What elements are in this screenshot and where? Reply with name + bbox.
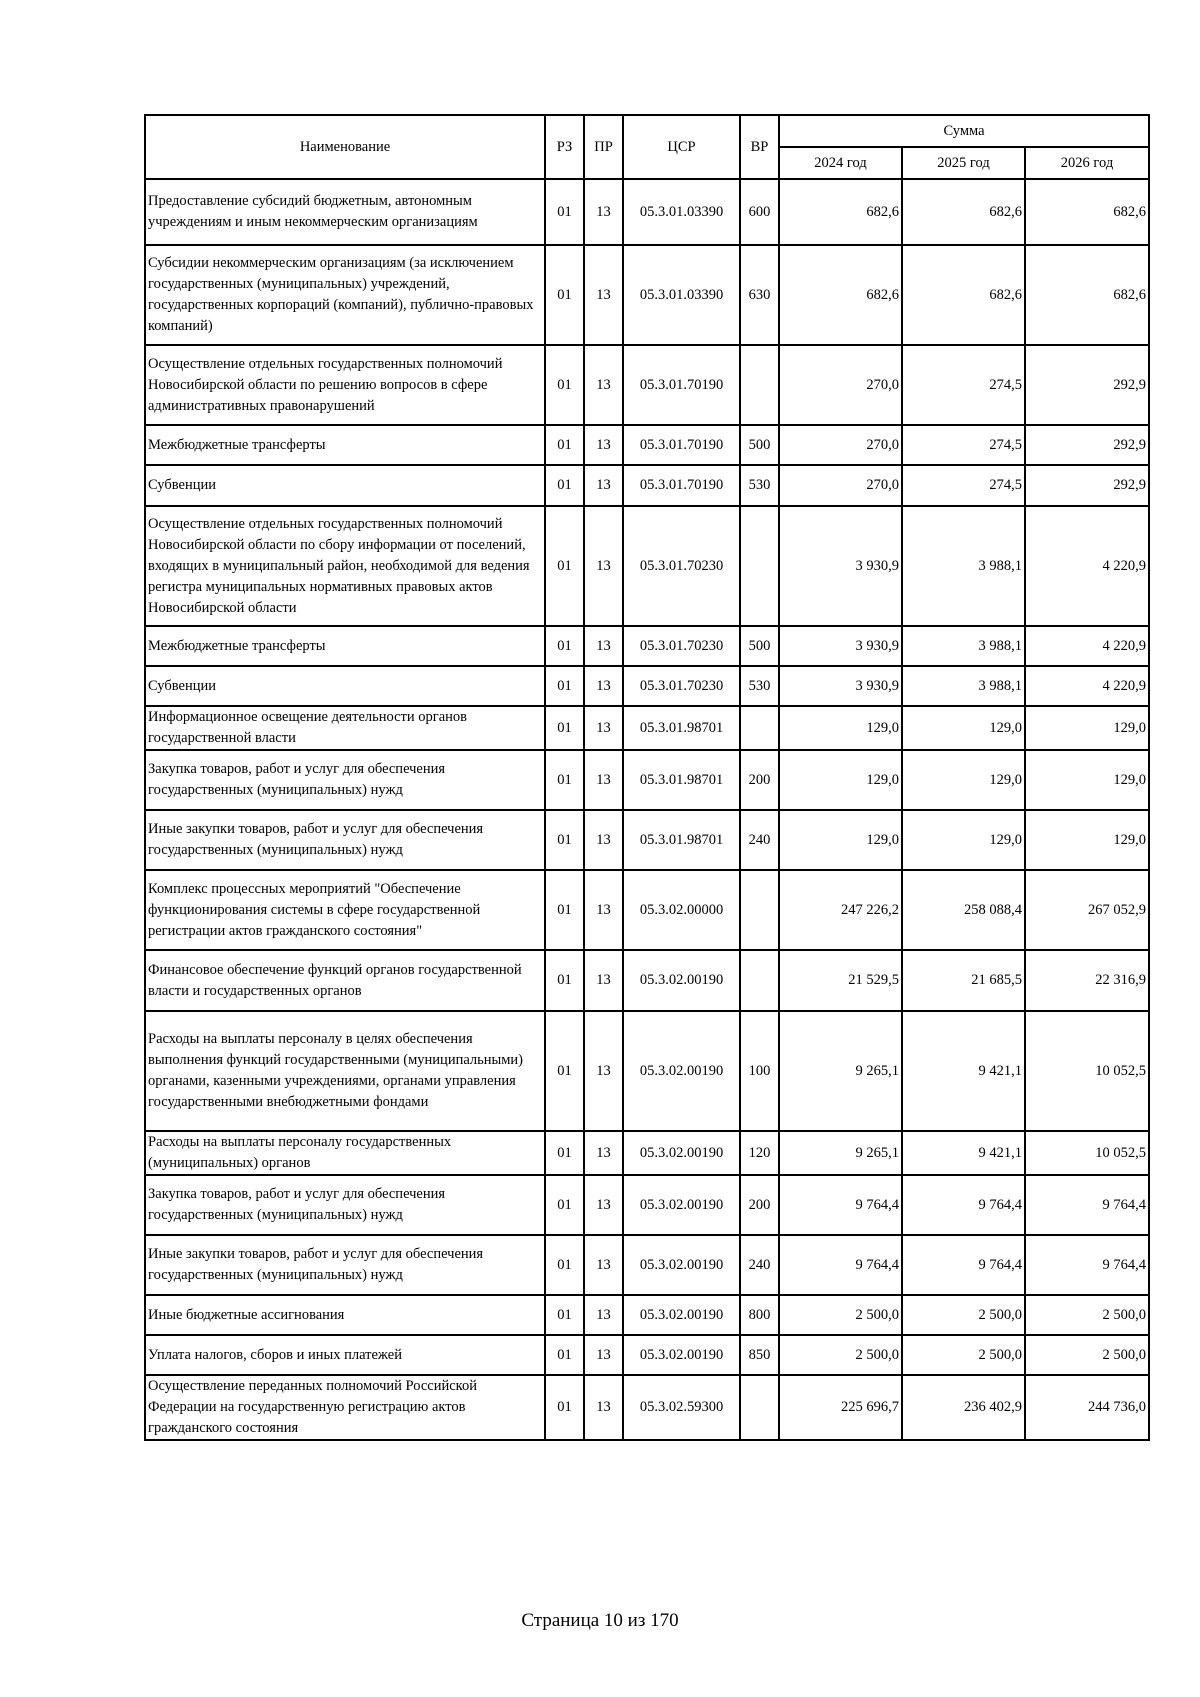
table-row [145, 245, 1149, 345]
cell-vr [740, 1375, 779, 1440]
cell-2024: 9 764,4 [779, 1235, 902, 1295]
table-row [145, 465, 1149, 506]
cell-rz: 01 [545, 1011, 584, 1131]
cell-name: Расходы на выплаты персоналу государственных (муниципальных) органов [145, 1131, 545, 1175]
cell-2025: 9 764,4 [902, 1175, 1025, 1235]
cell-vr: 500 [740, 626, 779, 666]
cell-name: Осуществление отдельных государственных полномочий Новосибирской области по решению вопросов в сфере административных правонарушений [145, 345, 545, 425]
table-row [145, 1295, 1149, 1335]
cell-pr: 13 [584, 950, 623, 1011]
cell-2024: 247 226,2 [779, 870, 902, 950]
table-row [145, 425, 1149, 465]
cell-2026: 10 052,5 [1025, 1011, 1149, 1131]
table-row [145, 666, 1149, 706]
cell-2024: 3 930,9 [779, 506, 902, 626]
cell-csr: 05.3.01.70230 [623, 626, 740, 666]
cell-2026: 9 764,4 [1025, 1235, 1149, 1295]
cell-pr: 13 [584, 706, 623, 750]
cell-2025: 274,5 [902, 465, 1025, 506]
cell-rz: 01 [545, 666, 584, 706]
cell-2024: 129,0 [779, 706, 902, 750]
cell-rz: 01 [545, 1175, 584, 1235]
cell-pr: 13 [584, 179, 623, 245]
cell-vr: 850 [740, 1335, 779, 1375]
cell-2026: 682,6 [1025, 179, 1149, 245]
table-row [145, 1235, 1149, 1295]
cell-csr: 05.3.01.98701 [623, 706, 740, 750]
header-csr: ЦСР [623, 115, 740, 179]
cell-2024: 3 930,9 [779, 666, 902, 706]
cell-2025: 682,6 [902, 179, 1025, 245]
cell-name: Финансовое обеспечение функций органов государственной власти и государственных органов [145, 950, 545, 1011]
table-row [145, 345, 1149, 425]
table-row [145, 706, 1149, 750]
cell-rz: 01 [545, 425, 584, 465]
cell-vr: 100 [740, 1011, 779, 1131]
cell-2025: 3 988,1 [902, 666, 1025, 706]
cell-csr: 05.3.02.00190 [623, 1131, 740, 1175]
cell-csr: 05.3.01.70230 [623, 506, 740, 626]
cell-pr: 13 [584, 506, 623, 626]
cell-vr: 500 [740, 425, 779, 465]
cell-rz: 01 [545, 506, 584, 626]
table-row [145, 506, 1149, 626]
page-number: Страница 10 из 170 [521, 1610, 679, 1631]
cell-vr: 800 [740, 1295, 779, 1335]
cell-2025: 236 402,9 [902, 1375, 1025, 1440]
cell-csr: 05.3.02.00190 [623, 1011, 740, 1131]
cell-pr: 13 [584, 810, 623, 870]
cell-2025: 9 764,4 [902, 1235, 1025, 1295]
table-row [145, 1131, 1149, 1175]
cell-2026: 10 052,5 [1025, 1131, 1149, 1175]
cell-rz: 01 [545, 870, 584, 950]
cell-rz: 01 [545, 245, 584, 345]
cell-2024: 225 696,7 [779, 1375, 902, 1440]
cell-vr: 630 [740, 245, 779, 345]
cell-vr: 240 [740, 1235, 779, 1295]
cell-2026: 4 220,9 [1025, 626, 1149, 666]
cell-2025: 9 421,1 [902, 1011, 1025, 1131]
cell-pr: 13 [584, 425, 623, 465]
cell-2026: 2 500,0 [1025, 1335, 1149, 1375]
cell-pr: 13 [584, 1011, 623, 1131]
cell-2026: 4 220,9 [1025, 506, 1149, 626]
cell-rz: 01 [545, 626, 584, 666]
cell-2026: 129,0 [1025, 810, 1149, 870]
cell-2025: 258 088,4 [902, 870, 1025, 950]
cell-csr: 05.3.02.00000 [623, 870, 740, 950]
cell-pr: 13 [584, 465, 623, 506]
cell-name: Закупка товаров, работ и услуг для обеспечения государственных (муниципальных) нужд [145, 1175, 545, 1235]
cell-2026: 22 316,9 [1025, 950, 1149, 1011]
cell-vr: 240 [740, 810, 779, 870]
cell-pr: 13 [584, 1375, 623, 1440]
cell-2024: 129,0 [779, 810, 902, 870]
header-2025: 2025 год [902, 147, 1025, 179]
cell-name: Закупка товаров, работ и услуг для обеспечения государственных (муниципальных) нужд [145, 750, 545, 810]
cell-vr [740, 950, 779, 1011]
cell-pr: 13 [584, 870, 623, 950]
cell-2025: 129,0 [902, 706, 1025, 750]
cell-2024: 270,0 [779, 425, 902, 465]
cell-vr: 600 [740, 179, 779, 245]
cell-vr [740, 706, 779, 750]
header-2024: 2024 год [779, 147, 902, 179]
cell-2026: 129,0 [1025, 706, 1149, 750]
cell-name: Субвенции [145, 666, 545, 706]
cell-csr: 05.3.02.00190 [623, 1335, 740, 1375]
cell-csr: 05.3.01.70230 [623, 666, 740, 706]
cell-pr: 13 [584, 345, 623, 425]
table-row [145, 1335, 1149, 1375]
cell-rz: 01 [545, 179, 584, 245]
cell-vr: 120 [740, 1131, 779, 1175]
cell-2025: 274,5 [902, 425, 1025, 465]
cell-name: Осуществление отдельных государственных полномочий Новосибирской области по сбору информации от поселений, входящих в муниципальный район, необходимой для ведения регистра муниципальных нормативных правовых актов Новосибирской области [145, 506, 545, 626]
table-row [145, 179, 1149, 245]
cell-2026: 292,9 [1025, 465, 1149, 506]
cell-pr: 13 [584, 1175, 623, 1235]
cell-vr: 530 [740, 465, 779, 506]
cell-2024: 270,0 [779, 465, 902, 506]
cell-rz: 01 [545, 1295, 584, 1335]
header-row-top [145, 115, 1149, 147]
cell-2025: 129,0 [902, 810, 1025, 870]
cell-2026: 129,0 [1025, 750, 1149, 810]
cell-rz: 01 [545, 750, 584, 810]
cell-2026: 4 220,9 [1025, 666, 1149, 706]
table-row [145, 950, 1149, 1011]
cell-name: Субсидии некоммерческим организациям (за исключением государственных (муниципальных) учреждений, государственных корпораций (компаний), публично-правовых компаний) [145, 245, 545, 345]
cell-csr: 05.3.01.70190 [623, 465, 740, 506]
header-vr: ВР [740, 115, 779, 179]
header-pr: ПР [584, 115, 623, 179]
cell-rz: 01 [545, 1335, 584, 1375]
cell-pr: 13 [584, 1295, 623, 1335]
cell-rz: 01 [545, 1235, 584, 1295]
header-sum: Сумма [779, 115, 1149, 147]
cell-2024: 682,6 [779, 245, 902, 345]
cell-2025: 682,6 [902, 245, 1025, 345]
table-row [145, 870, 1149, 950]
cell-rz: 01 [545, 706, 584, 750]
cell-pr: 13 [584, 1235, 623, 1295]
cell-name: Иные закупки товаров, работ и услуг для обеспечения государственных (муниципальных) нужд [145, 1235, 545, 1295]
cell-2026: 2 500,0 [1025, 1295, 1149, 1335]
cell-2026: 267 052,9 [1025, 870, 1149, 950]
cell-rz: 01 [545, 1131, 584, 1175]
cell-csr: 05.3.02.59300 [623, 1375, 740, 1440]
cell-pr: 13 [584, 750, 623, 810]
cell-2024: 3 930,9 [779, 626, 902, 666]
cell-pr: 13 [584, 1131, 623, 1175]
header-rz: РЗ [545, 115, 584, 179]
cell-2024: 129,0 [779, 750, 902, 810]
cell-2024: 682,6 [779, 179, 902, 245]
cell-pr: 13 [584, 626, 623, 666]
table-row [145, 1175, 1149, 1235]
cell-name: Иные закупки товаров, работ и услуг для обеспечения государственных (муниципальных) нужд [145, 810, 545, 870]
cell-name: Комплекс процессных мероприятий "Обеспечение функционирования системы в сфере государственной регистрации актов гражданского состояния" [145, 870, 545, 950]
cell-csr: 05.3.02.00190 [623, 1295, 740, 1335]
table-row [145, 1011, 1149, 1131]
header-name: Наименование [145, 115, 545, 179]
cell-2025: 2 500,0 [902, 1335, 1025, 1375]
cell-2025: 21 685,5 [902, 950, 1025, 1011]
cell-2024: 21 529,5 [779, 950, 902, 1011]
cell-vr [740, 506, 779, 626]
cell-vr: 530 [740, 666, 779, 706]
cell-rz: 01 [545, 345, 584, 425]
table-row [145, 1375, 1149, 1440]
header-2026: 2026 год [1025, 147, 1149, 179]
cell-name: Осуществление переданных полномочий Российской Федерации на государственную регистрацию актов гражданского состояния [145, 1375, 545, 1440]
cell-csr: 05.3.01.98701 [623, 750, 740, 810]
table-row [145, 810, 1149, 870]
cell-vr: 200 [740, 750, 779, 810]
cell-pr: 13 [584, 666, 623, 706]
cell-vr: 200 [740, 1175, 779, 1235]
cell-2024: 9 265,1 [779, 1011, 902, 1131]
cell-name: Уплата налогов, сборов и иных платежей [145, 1335, 545, 1375]
cell-csr: 05.3.01.70190 [623, 425, 740, 465]
cell-2024: 9 764,4 [779, 1175, 902, 1235]
cell-csr: 05.3.02.00190 [623, 950, 740, 1011]
cell-2025: 274,5 [902, 345, 1025, 425]
cell-2024: 2 500,0 [779, 1295, 902, 1335]
cell-vr [740, 870, 779, 950]
cell-2026: 9 764,4 [1025, 1175, 1149, 1235]
cell-name: Субвенции [145, 465, 545, 506]
cell-2026: 292,9 [1025, 345, 1149, 425]
cell-2026: 682,6 [1025, 245, 1149, 345]
cell-rz: 01 [545, 465, 584, 506]
cell-csr: 05.3.01.03390 [623, 179, 740, 245]
table-row [145, 626, 1149, 666]
cell-2025: 129,0 [902, 750, 1025, 810]
table-row [145, 750, 1149, 810]
cell-name: Межбюджетные трансферты [145, 425, 545, 465]
cell-name: Расходы на выплаты персоналу в целях обеспечения выполнения функций государственными (муниципальными) органами, казенными учреждениями, органами управления государственными внебюджетными фондами [145, 1011, 545, 1131]
cell-rz: 01 [545, 1375, 584, 1440]
cell-name: Иные бюджетные ассигнования [145, 1295, 545, 1335]
cell-rz: 01 [545, 950, 584, 1011]
cell-2024: 2 500,0 [779, 1335, 902, 1375]
cell-2025: 3 988,1 [902, 626, 1025, 666]
cell-2024: 9 265,1 [779, 1131, 902, 1175]
cell-csr: 05.3.01.03390 [623, 245, 740, 345]
cell-csr: 05.3.01.98701 [623, 810, 740, 870]
cell-name: Информационное освещение деятельности органов государственной власти [145, 706, 545, 750]
table-body [145, 179, 1149, 1440]
cell-2025: 9 421,1 [902, 1131, 1025, 1175]
cell-name: Предоставление субсидий бюджетным, автономным учреждениям и иным некоммерческим организациям [145, 179, 545, 245]
cell-name: Межбюджетные трансферты [145, 626, 545, 666]
budget-table [144, 114, 1150, 1441]
cell-pr: 13 [584, 1335, 623, 1375]
cell-csr: 05.3.02.00190 [623, 1235, 740, 1295]
cell-2025: 3 988,1 [902, 506, 1025, 626]
cell-pr: 13 [584, 245, 623, 345]
cell-2024: 270,0 [779, 345, 902, 425]
cell-rz: 01 [545, 810, 584, 870]
cell-vr [740, 345, 779, 425]
cell-2026: 292,9 [1025, 425, 1149, 465]
cell-2025: 2 500,0 [902, 1295, 1025, 1335]
cell-csr: 05.3.01.70190 [623, 345, 740, 425]
cell-2026: 244 736,0 [1025, 1375, 1149, 1440]
cell-csr: 05.3.02.00190 [623, 1175, 740, 1235]
